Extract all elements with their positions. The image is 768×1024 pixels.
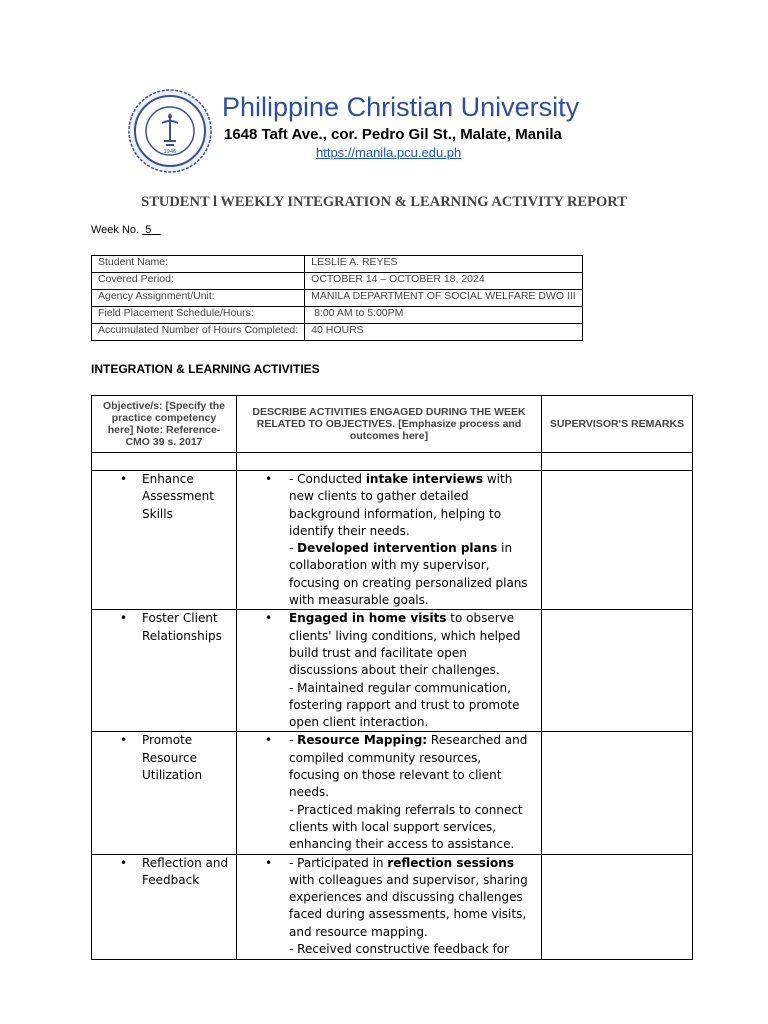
info-label: Agency Assignment/Unit: (92, 290, 305, 307)
activity-cell (237, 471, 542, 610)
info-value: MANILA DEPARTMENT OF SOCIAL WELFARE DWO III (305, 290, 583, 307)
objective-cell (92, 854, 237, 959)
table-row (92, 732, 693, 854)
week-value: 5 (145, 224, 152, 236)
bullet-icon: • (265, 855, 273, 870)
student-info-table (91, 255, 583, 341)
remarks-cell[interactable] (542, 471, 693, 610)
activity-text: Engaged in home visits to observe clients' living conditions, which helped build trust and facilitate open discussions about their challenges. - Maintained regular communication, fostering rapport and trust to promote open client interaction. (289, 611, 521, 730)
objectives-header: Objective/s: [Specify the practice competency here] Note: Reference-CMO 39 s. 2017 (92, 396, 237, 453)
remarks-cell[interactable] (542, 610, 693, 732)
info-label: Field Placement Schedule/Hours: (92, 307, 305, 324)
university-seal (128, 89, 212, 173)
info-row (92, 273, 583, 290)
info-label: Student Name: (92, 256, 305, 273)
empty-cell (237, 453, 542, 471)
activity-cell (237, 854, 542, 959)
table-row (92, 854, 693, 959)
section-heading: INTEGRATION & LEARNING ACTIVITIES (91, 362, 320, 376)
info-row (92, 307, 583, 324)
activity-cell (237, 732, 542, 854)
remarks-header: SUPERVISOR'S REMARKS (542, 396, 693, 453)
activities-header: DESCRIBE ACTIVITIES ENGAGED DURING THE WEEK RELATED TO OBJECTIVES. [Emphasize process and outcomes here] (237, 396, 542, 453)
table-row (92, 610, 693, 732)
week-number (91, 224, 161, 236)
activity-text: - Resource Mapping: Researched and compiled community resources, focusing on those relevant to client needs. - Practiced making referrals to connect clients with local support services, enhancing their access to assistance. (289, 733, 528, 852)
info-value: OCTOBER 14 – OCTOBER 18, 2024 (305, 273, 583, 290)
info-row (92, 256, 583, 273)
activity-cell (237, 610, 542, 732)
table-spacer-row (92, 453, 693, 471)
info-value: 8:00 AM to 5:00PM (305, 307, 583, 324)
objective-text: Promote Resource Utilization (142, 733, 203, 783)
empty-cell (542, 453, 693, 471)
info-label: Accumulated Number of Hours Completed: (92, 324, 305, 341)
remarks-cell[interactable] (542, 732, 693, 854)
info-value: LESLIE A. REYES (305, 256, 583, 273)
empty-cell (92, 453, 237, 471)
activities-table (91, 395, 693, 960)
info-label: Covered Period: (92, 273, 305, 290)
activity-text: - Participated in reflection sessions with colleagues and supervisor, sharing experiences and discussing challenges faced during assessments, home visits, and resource mapping. - Received constructive feedback for (289, 855, 528, 957)
bullet-icon: • (120, 855, 128, 870)
remarks-cell[interactable] (542, 854, 693, 959)
table-row (92, 471, 693, 610)
report-title: STUDENT l WEEKLY INTEGRATION & LEARNING ACTIVITY REPORT (141, 194, 627, 210)
university-address: 1648 Taft Ave., cor. Pedro Gil St., Malate, Manila (224, 126, 562, 143)
objective-cell (92, 471, 237, 610)
objective-cell (92, 610, 237, 732)
bullet-icon: • (120, 611, 128, 626)
objective-text: Foster Client Relationships (142, 611, 222, 643)
objective-text: Enhance Assessment Skills (142, 472, 214, 521)
week-label: Week No. (91, 224, 140, 236)
university-name: Philippine Christian University (222, 92, 580, 122)
info-row (92, 324, 583, 341)
objective-cell (92, 732, 237, 854)
objective-text: Reflection and Feedback (142, 855, 229, 887)
table-header-row (92, 396, 693, 453)
bullet-icon: • (120, 733, 128, 748)
bullet-icon: • (265, 611, 273, 626)
activity-text: - Conducted intake interviews with new clients to gather detailed background information, helping to identify their needs. - Developed intervention plans in collaboration with my supervisor, focusing on creating personalized plans with measurable goals. (289, 472, 528, 608)
bullet-icon: • (265, 472, 273, 486)
info-row (92, 290, 583, 307)
university-link[interactable]: https://manila.pcu.edu.ph (316, 145, 462, 160)
bullet-icon: • (265, 733, 273, 748)
info-value: 40 HOURS (305, 324, 583, 341)
bullet-icon: • (120, 472, 128, 486)
svg-text:1946: 1946 (163, 149, 177, 155)
